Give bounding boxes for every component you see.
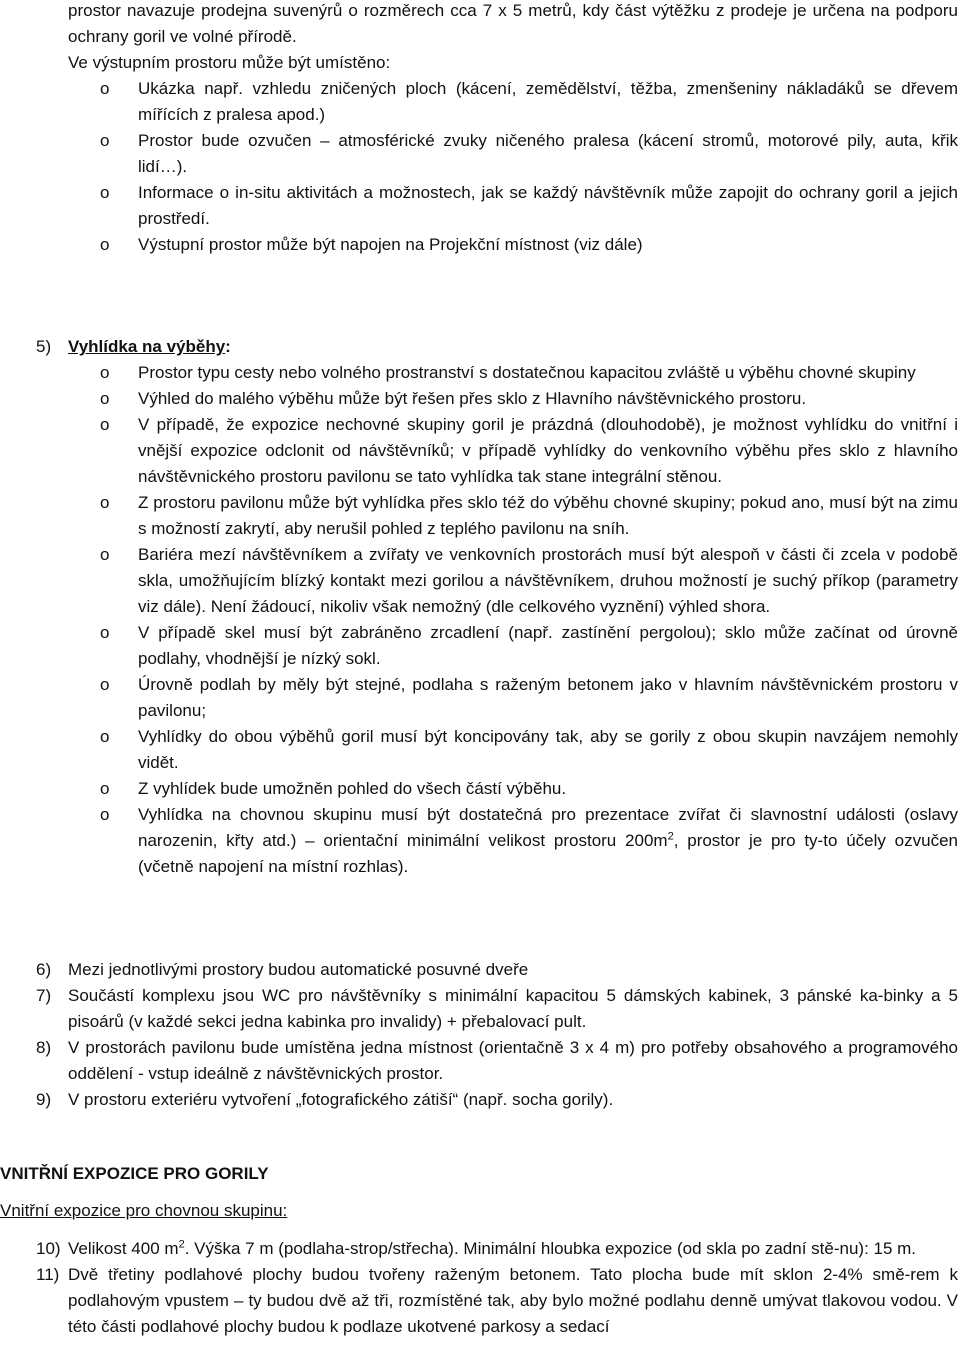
numbered-item — [0, 1087, 958, 1113]
list-item — [0, 672, 958, 724]
list-item-text: Prostor bude ozvučen – atmosférické zvuky ničeného pralesa (kácení stromů, motorové pily, auta, křik lidí…). — [138, 131, 958, 176]
intro-lead — [0, 50, 958, 76]
item-text: V prostorách pavilonu bude umístěna jedna místnost (orientačně 3 x 4 m) pro potřeby obsahového a programového oddělení - vstup ideálně z návštěvnických prostor. — [68, 1038, 958, 1083]
list-item — [0, 386, 958, 412]
bullet-marker: o — [100, 493, 110, 512]
intro-block — [0, 0, 958, 258]
item-number: 9) — [36, 1090, 52, 1109]
bullet-marker: o — [100, 805, 110, 824]
list-item — [0, 76, 958, 128]
list-item-text: Z prostoru pavilonu může být vyhlídka přes sklo též do výběhu chovné skupiny; pokud ano, musí být na zimu s možností zakrytí, aby nerušil pohled z teplého pavilonu na sníh. — [138, 493, 958, 538]
list-item — [0, 724, 958, 776]
numbered-item — [0, 1262, 958, 1340]
list-item — [0, 232, 958, 258]
list-item — [0, 542, 958, 620]
list-item — [0, 180, 958, 232]
numbered-list-2 — [0, 1236, 958, 1340]
bullet-marker: o — [100, 131, 110, 150]
bullet-marker: o — [100, 183, 110, 202]
list-item — [0, 490, 958, 542]
subsection-heading: Vnitřní expozice pro chovnou skupinu: — [0, 1201, 288, 1220]
list-item-text: Úrovně podlah by měly být stejné, podlaha s raženým betonem jako v hlavním návštěvnickém prostoru v pavilonu; — [138, 675, 958, 720]
intro-lead-text: Ve výstupním prostoru může být umístěno: — [68, 53, 391, 72]
list-item — [0, 620, 958, 672]
bullet-marker: o — [100, 79, 110, 98]
numbered-item — [0, 1035, 958, 1087]
bullet-marker: o — [100, 389, 110, 408]
item-text-cont: . Výška 7 m (podlaha-strop/střecha). Minimální hloubka expozice (od skla po zadní stě-nu): 15 m. — [184, 1239, 917, 1258]
superscript: 2 — [178, 1238, 185, 1251]
item-number: 11) — [36, 1265, 60, 1284]
item-text: V prostoru exteriéru vytvoření „fotografického zátiší“ (např. socha gorily). — [68, 1090, 614, 1109]
bullet-marker: o — [100, 623, 110, 642]
section-5 — [0, 334, 958, 880]
bullet-marker: o — [100, 235, 110, 254]
intro-paragraph — [0, 0, 958, 50]
bullet-marker: o — [100, 363, 110, 382]
numbered-item — [0, 983, 958, 1035]
list-item-text: V případě skel musí být zabráněno zrcadlení (např. zastínění pergolou); sklo může začínat od úrovně podlahy, vhodnější je nízký sokl. — [138, 623, 958, 668]
list-item-text-cont: , prostor je pro ty-to účely ozvučen (včetně napojení na místní rozhlas). — [138, 831, 958, 876]
section-heading: VNITŘNÍ EXPOZICE PRO GORILY — [0, 1164, 269, 1183]
bullet-marker: o — [100, 415, 110, 434]
list-item-text: Výhled do malého výběhu může být řešen přes sklo z Hlavního návštěvnického prostoru. — [138, 389, 807, 408]
list-item — [0, 802, 958, 880]
section-title-colon: : — [225, 337, 231, 356]
numbered-item — [0, 1236, 958, 1262]
bullet-marker: o — [100, 779, 110, 798]
bullet-marker: o — [100, 545, 110, 564]
item-number: 10) — [36, 1239, 61, 1258]
intro-text: prostor navazuje prodejna suvenýrů o rozměrech cca 7 x 5 metrů, kdy část výtěžku z prodeje je určena na podporu ochrany goril ve volné přírodě. — [68, 1, 958, 46]
list-item-text: Vyhlídka na chovnou skupinu musí být dostatečná pro prezentace zvířat či slavnostní události (oslavy narozenin, křty atd.) – orientační minimální velikost prostoru 200m — [138, 805, 958, 850]
list-item-text: Prostor typu cesty nebo volného prostranství s dostatečnou kapacitou zvláště u výběhu chovné skupiny — [138, 363, 916, 382]
section-5-title — [0, 334, 958, 360]
item-text: Mezi jednotlivými prostory budou automatické posuvné dveře — [68, 960, 529, 979]
superscript: 2 — [667, 830, 674, 843]
list-item-text: Z vyhlídek bude umožněn pohled do všech částí výběhu. — [138, 779, 567, 798]
list-item-text: Bariéra mezí návštěvníkem a zvířaty ve venkovních prostorách musí být alespoň v části či zcela v podobě skla, umožňujícím blízký kontakt mezi gorilou a návštěvníkem, druhou možností je suchý příkop (parametry viz dále). Není žádoucí, nikoliv však nemožný (dle celkového vyznění) výhled shora. — [138, 545, 958, 616]
item-text: Velikost 400 m — [68, 1239, 179, 1258]
list-item — [0, 412, 958, 490]
section-title: Vyhlídka na výběhy — [68, 337, 226, 356]
bullet-marker: o — [100, 727, 110, 746]
section-number: 5) — [36, 337, 52, 356]
item-number: 7) — [36, 986, 52, 1005]
numbered-list — [0, 957, 958, 1113]
list-item-text: Vyhlídky do obou výběhů goril musí být koncipovány tak, aby se gorily z obou skupin navzájem nemohly vidět. — [138, 727, 958, 772]
list-item-text: Informace o in-situ aktivitách a možnostech, jak se každý návštěvník může zapojit do ochrany goril a jejich prostředí. — [138, 183, 958, 228]
list-item — [0, 776, 958, 802]
list-item — [0, 360, 958, 386]
numbered-item — [0, 957, 958, 983]
list-item — [0, 128, 958, 180]
item-text: Dvě třetiny podlahové plochy budou tvořeny raženým betonem. Tato plocha bude mít sklon 2-4% smě-rem k podlahovým vpustem – ty budou dvě až tři, rozmístěné tak, aby bylo možné podlahu denně umývat tlakovou vodou. V této části podlahové plochy budou k podlaze ukotvené parkosy a sedací — [68, 1265, 958, 1336]
bullet-marker: o — [100, 675, 110, 694]
item-text: Součástí komplexu jsou WC pro návštěvníky s minimální kapacitou 5 dámských kabinek, 3 pánské ka-binky a 5 pisoárů (v každé sekci jedna kabinka pro invalidy) + přebalovací pult. — [68, 986, 958, 1031]
list-item-text: V případě, že expozice nechovné skupiny goril je prázdná (dlouhodobě), je možnost vyhlídku do vnitřní i vnější expozice odclonit od návštěvníků; v případě vyhlídky do venkovního výběhu přes sklo z hlavního návštěvnického prostoru pavilonu se tato vyhlídka tak stane integrální stěnou. — [138, 415, 958, 486]
item-number: 6) — [36, 960, 52, 979]
list-item-text: Ukázka např. vzhledu zničených ploch (kácení, zemědělství, těžba, zmenšeniny nákladáků se dřevem mířících z pralesa apod.) — [138, 79, 958, 124]
list-item-text: Výstupní prostor může být napojen na Projekční místnost (viz dále) — [138, 235, 643, 254]
item-number: 8) — [36, 1038, 52, 1057]
